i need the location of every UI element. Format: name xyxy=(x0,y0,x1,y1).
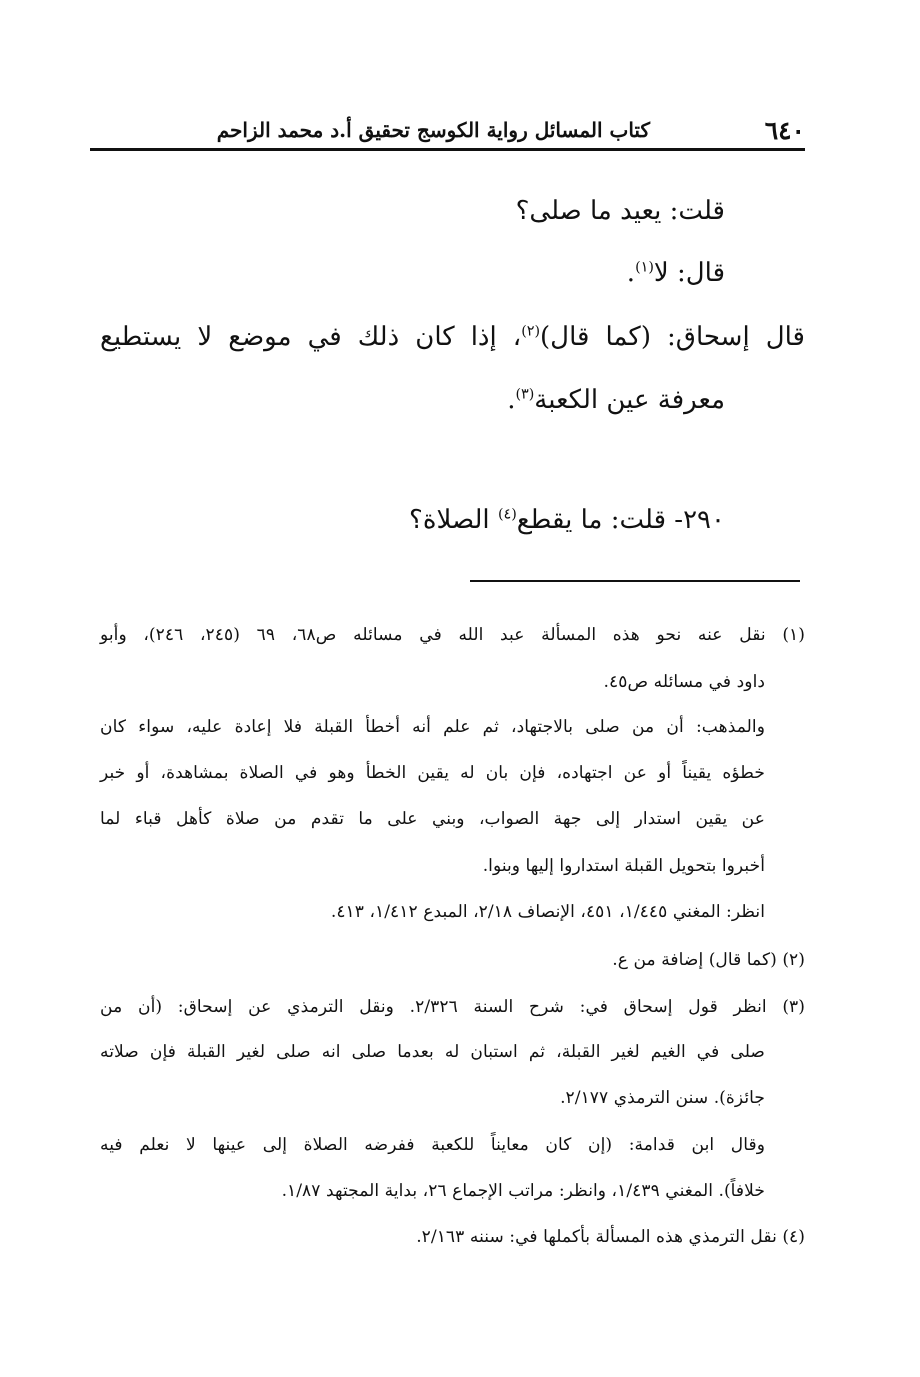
ishaq-text-c: معرفة عين الكعبة xyxy=(534,385,725,415)
ishaq-text-a: قال إسحاق: (كما قال) xyxy=(540,322,805,352)
question-290-b: الصلاة؟ xyxy=(409,505,498,535)
footnote-line: (٤) نقل الترمذي هذه المسألة بأكملها في: سننه ٢/١٦٣. xyxy=(416,1227,805,1247)
footnote-line: خطؤه يقيناً أو عن اجتهاده، فإن بان له يقين الخطأ وهو في الصلاة بمشاهدة، أو خبر xyxy=(100,763,765,783)
question-text: قلت: يعيد ما صلى؟ xyxy=(515,196,725,226)
footnote-line: أخبروا بتحويل القبلة استداروا إليها وبنوا. xyxy=(482,856,765,876)
ishaq-line-1 xyxy=(100,322,805,352)
page-number: ٦٤٠ xyxy=(764,116,805,145)
footnote-ref-1: (١) xyxy=(635,259,654,276)
footnote-line: انظر: المغني ١/٤٤٥، ٤٥١، الإنصاف ٢/١٨، المبدع ١/٤١٢، ٤١٣. xyxy=(330,902,765,922)
footnote-ref-2: (٢) xyxy=(521,323,541,340)
footnote-line: وقال ابن قدامة: (إن كان معايناً للكعبة ففرضه الصلاة إلى عينها لا نعلم فيه xyxy=(100,1135,765,1155)
footnote-line: داود في مسائله ص٤٥. xyxy=(603,672,765,692)
footnote-line: صلى في الغيم لغير القبلة، ثم استبان له بعدما صلى انه صلى لغير القبلة فإن صلاته xyxy=(100,1042,765,1062)
answer-end: . xyxy=(626,258,636,288)
footnote-separator xyxy=(470,580,800,582)
footnote-line: والمذهب: أن من صلى بالاجتهاد، ثم علم أنه أخطأ القبلة فلا إعادة عليه، سواء كان xyxy=(100,717,765,737)
answer-text: قال: لا xyxy=(653,258,725,288)
footnote-line: (١) نقل عنه نحو هذه المسألة عبد الله في مسائله ص٦٨، ٦٩ (٢٤٥، ٢٤٦)، وأبو xyxy=(100,625,805,645)
ishaq-text-b: ، إذا كان ذلك في موضع لا يستطيع xyxy=(100,322,522,352)
answer-line xyxy=(627,258,725,288)
footnote-ref-4: (٤) xyxy=(497,506,517,523)
ishaq-text-d: . xyxy=(507,385,516,415)
footnote-line: (٢) (كما قال) إضافة من ع. xyxy=(612,950,805,970)
footnote-line: خلافاً). المغني ١/٤٣٩، وانظر: مراتب الإجماع ٢٦، بداية المجتهد ١/٨٧. xyxy=(281,1181,765,1201)
ishaq-line-2 xyxy=(507,385,725,415)
question-290 xyxy=(409,505,725,535)
footnote-line: عن يقين استدار إلى جهة الصواب، وبني على ما تقدم من صلاة كأهل قباء لما xyxy=(100,809,765,829)
page-header xyxy=(90,108,805,151)
question-line xyxy=(516,196,725,226)
footnote-line: جائزة). سنن الترمذي ٢/١٧٧. xyxy=(560,1088,765,1108)
footnote-ref-3: (٣) xyxy=(515,386,535,403)
question-290-a: ٢٩٠- قلت: ما يقطع xyxy=(516,505,725,535)
footnote-line: (٣) انظر قول إسحاق في: شرح السنة ٢/٣٢٦. ونقل الترمذي عن إسحاق: (أن من xyxy=(100,997,805,1017)
running-title: كتاب المسائل رواية الكوسج تحقيق أ.د محمد الزاحم xyxy=(216,118,650,142)
